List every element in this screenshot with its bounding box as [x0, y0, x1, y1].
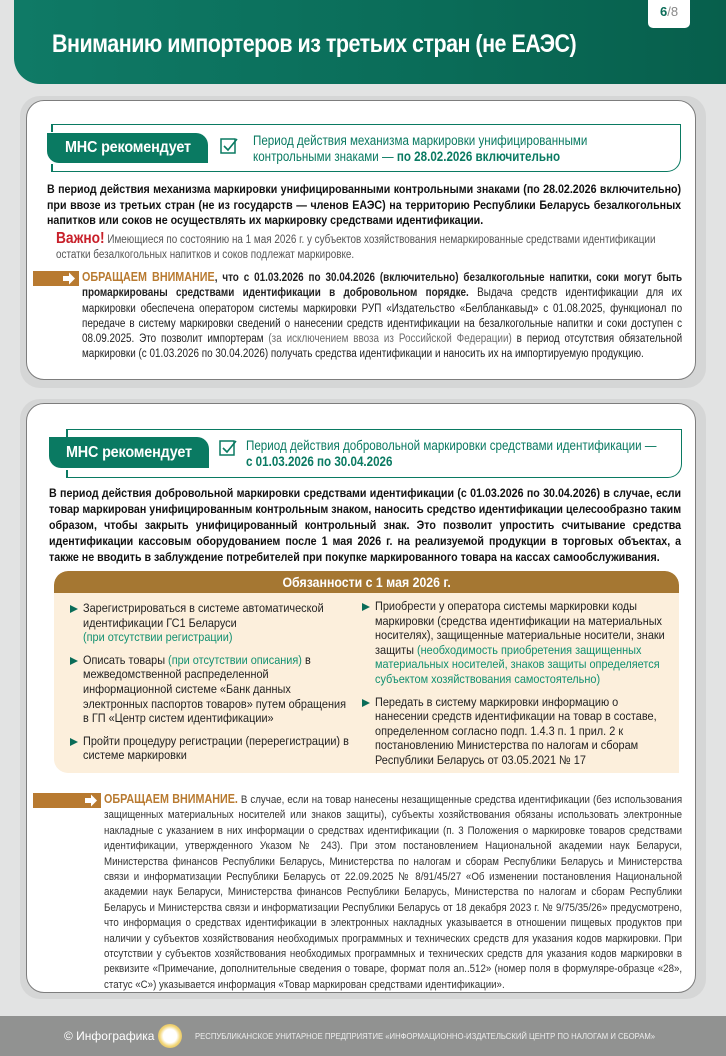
attention-arrow-bar	[33, 271, 79, 286]
main-paragraph: В период действия добровольной маркировки средствами идентификации (с 01.03.2026 по 30.04.2026) в случае, если товар маркирован унифицированным контрольным знаком, наносить средство идентификации целесообразно таким образом, чтобы закрыть унифицированный контрольный знак. Это позволит упростить считывание средства идентификации кассовым оборудованием после 1 мая 2026 г. на реализуемой продукции в торговых объектах, а также не вводить в заблуждение потребителей при покупке маркированного товара на кассах самообслуживания.	[49, 486, 682, 564]
mns-recommends-badge: МНС рекомендует	[49, 437, 209, 468]
copyright-text: © Инфографика	[64, 1029, 155, 1043]
bullet-triangle-icon	[362, 603, 370, 611]
checkbox-checked-icon	[219, 439, 237, 457]
bullet-triangle-icon	[362, 699, 370, 707]
main-paragraph: В период действия механизма маркировки унифицированными контрольными знаками (по 28.02.2026 включительно) при ввозе из третьих стран (не из государств — членов ЕАЭС) на территорию Республики Беларусь безалкогольных напитков или соков не осуществлять их маркировку средствами идентификации.	[47, 182, 682, 227]
mns-recommends-badge: МНС рекомендует	[47, 133, 208, 163]
emblem-logo-icon	[158, 1024, 182, 1048]
important-label: Важно!	[56, 230, 105, 247]
important-note: Важно! Имеющиеся по состоянию на 1 мая 2026 г. у субъектов хозяйствования немаркированные средствами идентификации остатки безалкогольных напитков и соков подлежат маркировке.	[56, 230, 656, 261]
attention-arrow-bar	[33, 793, 101, 808]
arrow-right-icon	[84, 793, 98, 808]
page-footer	[0, 1016, 726, 1056]
duties-left-column	[64, 601, 349, 771]
duties-box	[54, 571, 679, 773]
duty-item: Описать товары (при отсутствии описания) в межведомственной распределенной информационной системе «Банк данных электронных паспортов товаров» путем обращения в ГП «Центр систем идентификации»	[64, 653, 349, 726]
duties-right-column	[356, 599, 671, 773]
recommendation-text: Период действия добровольной маркировки средствами идентификации — с 01.03.2026 по 30.04.2026	[246, 438, 657, 469]
checkbox-checked-icon	[220, 137, 238, 155]
page-header	[14, 0, 726, 84]
duty-item: Передать в систему маркировки информацию о нанесении средств идентификации на товар в составе, определенном согласно подп. 1.4.3 п. 1 прил. 2 к постановлению Министерства по налогам и сборам Республики Беларусь от 03.05.2021 № 17	[356, 695, 671, 768]
attention-label: ОБРАЩАЕМ ВНИМАНИЕ	[82, 270, 215, 284]
duty-item: Зарегистрироваться в системе автоматической идентификации ГС1 Беларуси (при отсутствии регистрации)	[64, 601, 349, 645]
recommendation-text: Период действия механизма маркировки унифицированными контрольными знаками — по 28.02.2026 включительно	[253, 133, 588, 164]
duty-item: Приобрести у оператора системы маркировки коды маркировки (средства идентификации на материальных носителях), защищенные материальные носители, знаки защиты (необходимость приобретения защищенных материальных носителей, знаков защиты определяется субъектом хозяйствования самостоятельно)	[356, 599, 671, 687]
page-number-badge: 6/8	[648, 0, 690, 28]
attention-label: ОБРАЩАЕМ ВНИМАНИЕ.	[104, 792, 238, 806]
arrow-right-icon	[62, 271, 76, 286]
bullet-triangle-icon	[70, 738, 78, 746]
attention-paragraph: ОБРАЩАЕМ ВНИМАНИЕ, что с 01.03.2026 по 30.04.2026 (включительно) безалкогольные напитки, соки могут быть промаркированы средствами идентификации в добровольном порядке. Выдача средств идентификации для их маркировки обеспечена оператором системы маркировки РУП «Издательство «Белбланкавыд» с 01.08.2025, функционал по передаче в систему маркировки сведений о нанесении средств идентификации на безалкогольные напитки и соки доступен с 08.09.2025. Это позволит импортерам (за исключением ввоза из Российской Федерации) в период отсутствия обязательной маркировки (с 01.03.2026 по 30.04.2026) получать средства идентификации и наносить их на импортируемую продукцию.	[82, 270, 683, 361]
organization-name: РЕСПУБЛИКАНСКОЕ УНИТАРНОЕ ПРЕДПРИЯТИЕ «ИНФОРМАЦИОННО-ИЗДАТЕЛЬСКИЙ ЦЕНТР ПО НАЛОГАМ И СБОРАМ»	[195, 1031, 656, 1041]
bullet-triangle-icon	[70, 605, 78, 613]
attention-paragraph: ОБРАЩАЕМ ВНИМАНИЕ. В случае, если на товар нанесены незащищенные средства идентификации (без использования защищенных материальных носителей или знаков защиты), субъекты хозяйствования обязаны использовать электронные накладные с указанием в них информации о средствах идентификации (п. 3 Положения о маркировке товаров средствами идентификации, утвержденного Указом № 243). При этом постановлением Национальной академии наук Беларуси, Министерства финансов Республики Беларусь, Министерства по налогам и сборам Республики Беларусь и Министерства связи и информатизации Республики Беларусь от 22.09.2025 № 8/91/45/27 «Об изменении постановления Национальной академии наук Беларуси, Министерства финансов Республики Беларусь, Министерства по налогам и сборам Республики Беларусь и Министерства связи и информатизации Республики Беларусь от 18 декабря 2023 г. № 9/75/35/26» предусмотрено, что информация о средствах идентификации в электронных накладных указывается в отношении пищевых продуктов при наличии у субъектов хозяйствования необходимых программных и технических средств для указания кодов маркировки. При отсутствии у субъектов хозяйствования необходимых программных и технических средств для указания кодов маркировки в реквизите «Примечание, дополнительные сведения о товаре, формат поля an..512» (номер поля в формуляре-образце «28», статус «C») указывается информация «Товар маркирован средствами идентификации».	[104, 792, 683, 991]
duties-title: Обязанности с 1 мая 2026 г.	[54, 571, 679, 593]
page-title: Вниманию импортеров из третьих стран (не ЕАЭС)	[52, 30, 577, 58]
bullet-triangle-icon	[70, 657, 78, 665]
duty-item: Пройти процедуру регистрации (перерегистрации) в системе маркировки	[64, 734, 349, 763]
